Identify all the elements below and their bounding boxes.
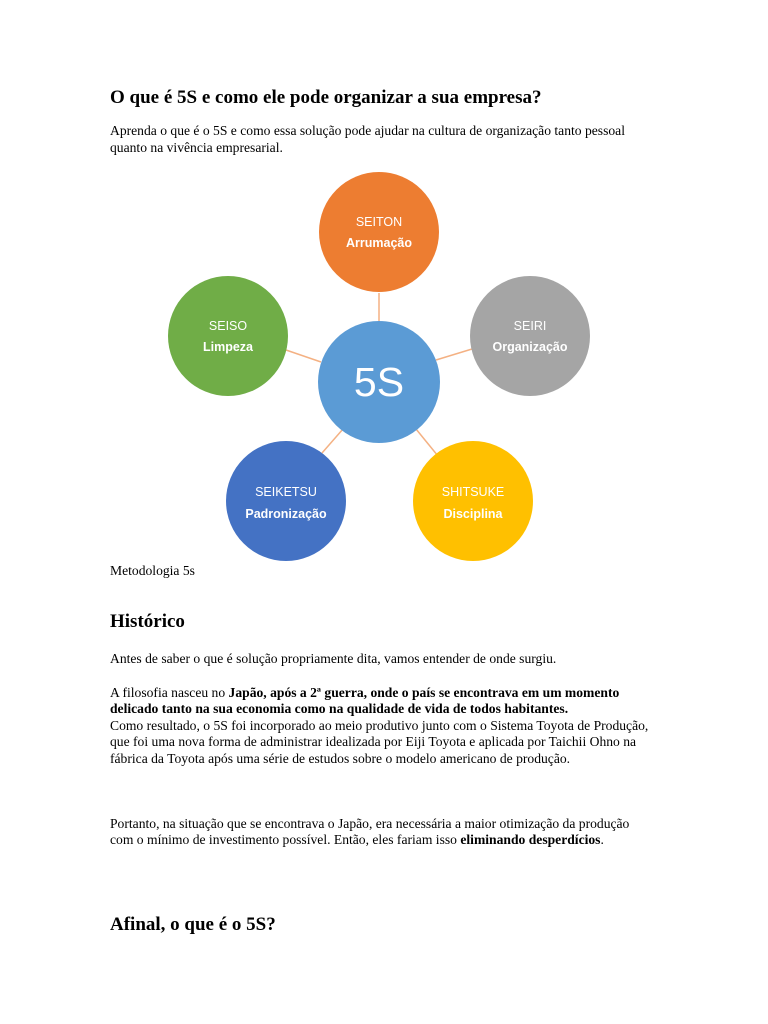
node-seiri-name: SEIRI	[513, 319, 547, 333]
page-title: O que é 5S e como ele pode organizar a sua empresa?	[110, 87, 542, 108]
historico-paragraph-3	[110, 816, 655, 849]
historico-p2-bold: Japão, após a 2ª guerra, onde o país se encontrava em um momento delicado tanto na sua economia como na qualidade de vida de todos habitantes.	[110, 685, 620, 717]
node-seiso-meaning: Limpeza	[202, 340, 254, 354]
historico-p2-rest: Como resultado, o 5S foi incorporado ao meio produtivo junto com o Sistema Toyota de Produção, que foi uma nova forma de administrar idealizada por Eiji Toyota e aplicada por Taichii Ohno na fábrica da Toyota após uma série de estudos sobre o modelo americano de produção.	[110, 717, 649, 766]
node-seiri-circle	[470, 276, 590, 396]
connector-seiri	[436, 349, 472, 360]
node-shitsuke-circle	[413, 441, 533, 561]
node-seiso-name: SEISO	[208, 319, 248, 333]
node-seiton-meaning: Arrumação	[346, 236, 412, 250]
node-seiketsu	[226, 441, 346, 561]
node-seiso-circle	[168, 276, 288, 396]
node-seiton-name: SEITON	[355, 215, 403, 229]
5s-diagram	[160, 170, 600, 562]
historico-paragraph-2	[110, 685, 655, 767]
connector-seiketsu	[322, 429, 343, 453]
historico-p3-suffix: .	[600, 832, 604, 848]
historico-paragraph-1: Antes de saber o que é solução propriamente dita, vamos entender de onde surgiu.	[110, 651, 557, 666]
node-seiketsu-name: SEIKETSU	[255, 485, 317, 499]
node-seiketsu-meaning: Padronização	[245, 507, 327, 521]
connector-shitsuke	[416, 429, 438, 456]
historico-p3-bold: eliminando desperdícios	[460, 832, 601, 848]
node-seiketsu-circle	[226, 441, 346, 561]
section-heading-afinal: Afinal, o que é o 5S?	[110, 914, 276, 935]
diagram-caption: Metodologia 5s	[110, 563, 195, 578]
node-seiri-meaning: Organização	[492, 340, 568, 354]
connector-seiso	[286, 350, 321, 362]
node-shitsuke-meaning: Disciplina	[443, 507, 503, 521]
node-seiri	[470, 276, 590, 396]
section-heading-historico: Histórico	[110, 611, 185, 632]
node-seiso	[168, 276, 288, 396]
center-5s-label: 5S	[353, 359, 405, 405]
historico-p2-prefix: A filosofia nasceu no	[110, 685, 229, 700]
node-shitsuke-name: SHITSUKE	[441, 485, 505, 499]
node-shitsuke	[413, 441, 533, 561]
node-seiton	[319, 172, 439, 292]
intro-paragraph: Aprenda o que é o 5S e como essa solução pode ajudar na cultura de organização tanto pessoal quanto na vivência empresarial.	[110, 123, 625, 155]
node-seiton-circle	[319, 172, 439, 292]
historico-p3-prefix: Portanto, na situação que se encontrava o Japão, era necessária a maior otimização da produção com o mínimo de investimento possível. Então, eles fariam isso	[110, 816, 630, 848]
